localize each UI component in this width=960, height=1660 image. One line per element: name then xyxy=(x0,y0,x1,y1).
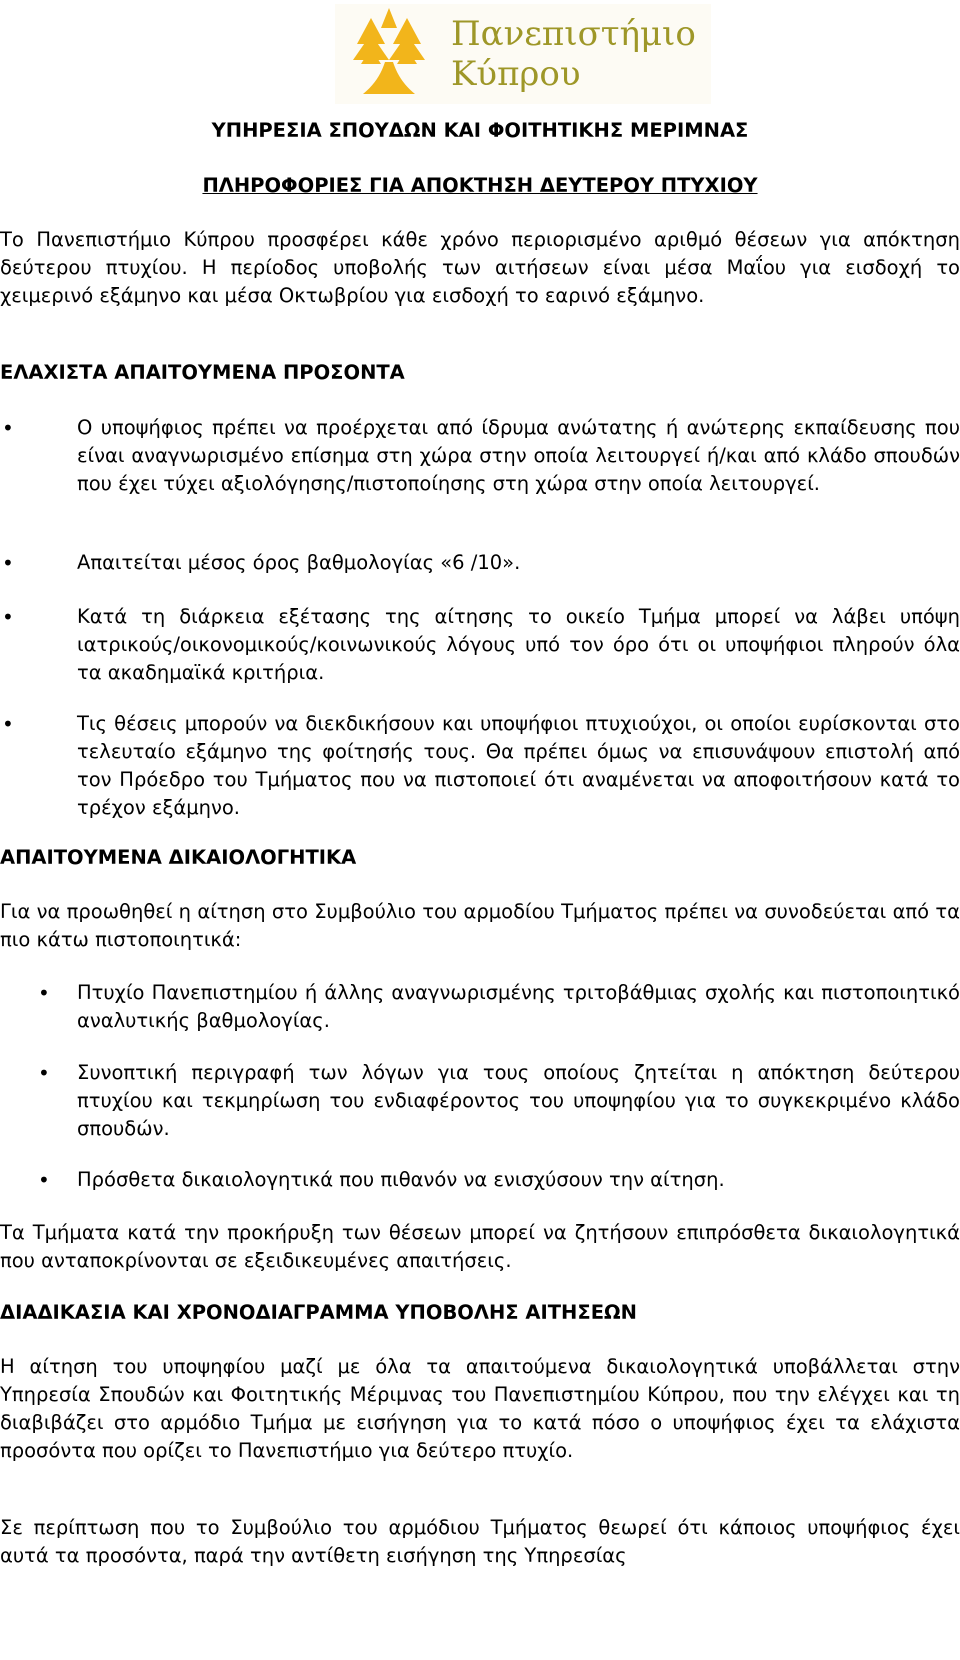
requirement-item-3: Κατά τη διάρκεια εξέτασης της αίτησης το οικείο Τμήμα μπορεί να λάβει υπόψη ιατρικούς/οικονομικούς/κοινωνικούς λόγους υπό τον όρο ότι οι υποψήφιοι πληρούν όλα τα ακαδημαϊκά κριτήρια. xyxy=(77,605,960,684)
bullet-icon: • xyxy=(38,1061,50,1085)
university-name-line1: Πανεπιστήμιο xyxy=(451,14,696,54)
bullet-icon: • xyxy=(2,551,14,575)
documents-lead: Για να προωθηθεί η αίτηση στο Συμβούλιο του αρμοδίου Τμήματος πρέπει να συνοδεύεται από τα πιο κάτω πιστοποιητικά: xyxy=(0,900,960,951)
document-item-3: Πρόσθετα δικαιολογητικά που πιθανόν να ενισχύσουν την αίτηση. xyxy=(77,1168,725,1191)
bullet-icon: • xyxy=(38,1168,50,1192)
requirement-item-4: Τις θέσεις μπορούν να διεκδικήσουν και υποψήφιοι πτυχιούχοι, οι οποίοι ευρίσκονται στο τελευταίο εξάμηνο της φοίτησής τους. Θα πρέπει όμως να επισυνάψουν επιστολή από τον Πρόεδρο του Τμήματος που να πιστοποιεί ότι αναμένεται να αποφοιτήσουν κατά το τρέχον εξάμηνο. xyxy=(77,712,960,819)
document-item-2: Συνοπτική περιγραφή των λόγων για τους οποίους ζητείται η απόκτηση δεύτερου πτυχίου και τεκμηρίωση του ενδιαφέροντος του υποψηφίου για το συγκεκριμένο κλάδο σπουδών. xyxy=(77,1061,960,1140)
tree-emblem-icon xyxy=(335,4,445,104)
university-name-line2: Κύπρου xyxy=(451,54,581,94)
requirement-item-2: Απαιτείται μέσος όρος βαθμολογίας «6 /10». xyxy=(77,551,521,574)
bullet-icon: • xyxy=(2,605,14,629)
university-logo xyxy=(335,4,711,104)
document-item-1: Πτυχίο Πανεπιστημίου ή άλλης αναγνωρισμένης τριτοβάθμιας σχολής και πιστοποιητικό αναλυτικής βαθμολογίας. xyxy=(77,981,960,1032)
service-heading: ΥΠΗΡΕΣΙΑ ΣΠΟΥΔΩΝ ΚΑΙ ΦΟΙΤΗΤΙΚΗΣ ΜΕΡΙΜΝΑΣ xyxy=(211,119,749,142)
procedure-paragraph-1: Η αίτηση του υποψηφίου μαζί με όλα τα απαιτούμενα δικαιολογητικά υποβάλλεται στην Υπηρεσία Σπουδών και Φοιτητικής Μέριμνας του Πανεπιστημίου Κύπρου, που την ελέγχει και τη διαβιβάζει στο αρμόδιο Τμήμα με εισήγηση για το κατά πόσο ο υποψήφιος έχει τα ελάχιστα προσόντα που ορίζει το Πανεπιστήμιο για δεύτερο πτυχίο. xyxy=(0,1355,960,1462)
documents-note: Τα Τμήματα κατά την προκήρυξη των θέσεων μπορεί να ζητήσουν επιπρόσθετα δικαιολογητικά που ανταποκρίνονται σε εξειδικευμένες απαιτήσεις. xyxy=(0,1221,960,1272)
intro-paragraph: Το Πανεπιστήμιο Κύπρου προσφέρει κάθε χρόνο περιορισμένο αριθμό θέσεων για απόκτηση δεύτερου πτυχίου. Η περίοδος υποβολής των αιτήσεων είναι μέσα Μαΐου για εισδοχή το χειμερινό εξάμηνο και μέσα Οκτωβρίου για εισδοχή το εαρινό εξάμηνο. xyxy=(0,228,960,307)
documents-heading: ΑΠΑΙΤΟΥΜΕΝΑ ΔΙΚΑΙΟΛΟΓΗΤΙΚΑ xyxy=(0,846,357,869)
bullet-icon: • xyxy=(2,712,14,736)
procedure-heading: ΔΙΑΔΙΚΑΣΙΑ ΚΑΙ ΧΡΟΝΟΔΙΑΓΡΑΜΜΑ ΥΠΟΒΟΛΗΣ ΑΙΤΗΣΕΩΝ xyxy=(0,1301,637,1324)
university-name xyxy=(451,14,696,94)
bullet-icon: • xyxy=(38,981,50,1005)
procedure-paragraph-2: Σε περίπτωση που το Συμβούλιο του αρμόδιου Τμήματος θεωρεί ότι κάποιος υποψήφιος έχει αυτά τα προσόντα, παρά την αντίθετη εισήγηση της Υπηρεσίας xyxy=(0,1516,960,1567)
requirements-heading: ΕΛΑΧΙΣΤΑ ΑΠΑΙΤΟΥΜΕΝΑ ΠΡΟΣΟΝΤΑ xyxy=(0,361,405,384)
requirement-item-1: Ο υποψήφιος πρέπει να προέρχεται από ίδρυμα ανώτατης ή ανώτερης εκπαίδευσης που είναι αναγνωρισμένο επίσημα στη χώρα στην οποία λειτουργεί ή/και από κλάδο σπουδών που έχει τύχει αξιολόγησης/πιστοποίησης στη χώρα στην οποία λειτουργεί. xyxy=(77,416,960,495)
page-title: ΠΛΗΡΟΦΟΡΙΕΣ ΓΙΑ ΑΠΟΚΤΗΣΗ ΔΕΥΤΕΡΟΥ ΠΤΥΧΙΟΥ xyxy=(202,174,758,197)
bullet-icon: • xyxy=(2,416,14,440)
